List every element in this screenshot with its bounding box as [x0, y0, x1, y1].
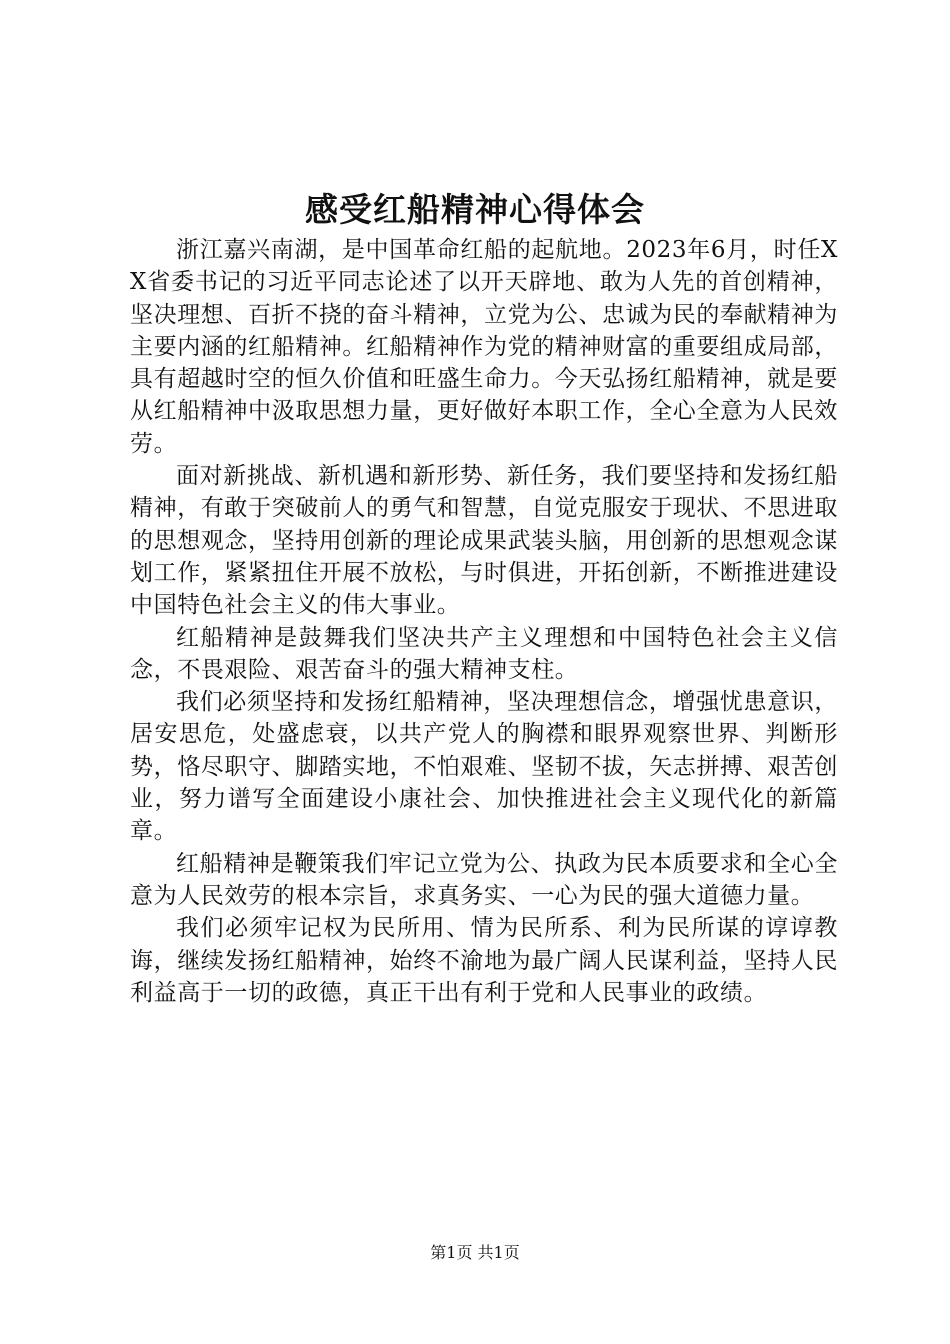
paragraph: 我们必须牢记权为民所用、情为民所系、利为民所谋的谆谆教诲，继续发扬红船精神，始终不渝地为最广阔人民谋利益，坚持人民利益高于一切的政德，真正干出有利于党和人民事业的政绩。: [130, 915, 838, 1006]
page-number-footer: 第1页 共1页: [430, 1243, 520, 1262]
document-body: [130, 234, 838, 1009]
paragraph: 我们必须坚持和发扬红船精神，坚决理想信念，增强忧患意识，居安思危，处盛虑衰，以共产党人的胸襟和眼界观察世界、判断形势，恪尽职守、脚踏实地，不怕艰难、坚韧不拔，矢志拼搏、艰苦创业，努力谱写全面建设小康社会、加快推进社会主义现代化的新篇章。: [130, 689, 838, 845]
document-title: 感受红船精神心得体会: [305, 190, 645, 229]
paragraph: 红船精神是鼓舞我们坚决共产主义理想和中国特色社会主义信念，不畏艰险、艰苦奋斗的强大精神支柱。: [130, 624, 838, 683]
paragraph: 浙江嘉兴南湖，是中国革命红船的起航地。2023年6月，时任XX省委书记的习近平同志论述了以开天辟地、敢为人先的首创精神，坚决理想、百折不挠的奋斗精神，立党为公、忠诚为民的奉献精神为主要内涵的红船精神。红船精神作为党的精神财富的重要组成局部，具有超越时空的恒久价值和旺盛生命力。今天弘扬红船精神，就是要从红船精神中汲取思想力量，更好做好本职工作，全心全意为人民效劳。: [130, 237, 838, 457]
paragraph: 面对新挑战、新机遇和新形势、新任务，我们要坚持和发扬红船精神，有敢于突破前人的勇气和智慧，自觉克服安于现状、不思进取的思想观念，坚持用创新的理论成果武装头脑，用创新的思想观念谋划工作，紧紧扭住开展不放松，与时俱进，开拓创新，不断推进建设中国特色社会主义的伟大事业。: [130, 463, 838, 619]
paragraph: 红船精神是鞭策我们牢记立党为公、执政为民本质要求和全心全意为人民效劳的根本宗旨，求真务实、一心为民的强大道德力量。: [130, 850, 838, 909]
